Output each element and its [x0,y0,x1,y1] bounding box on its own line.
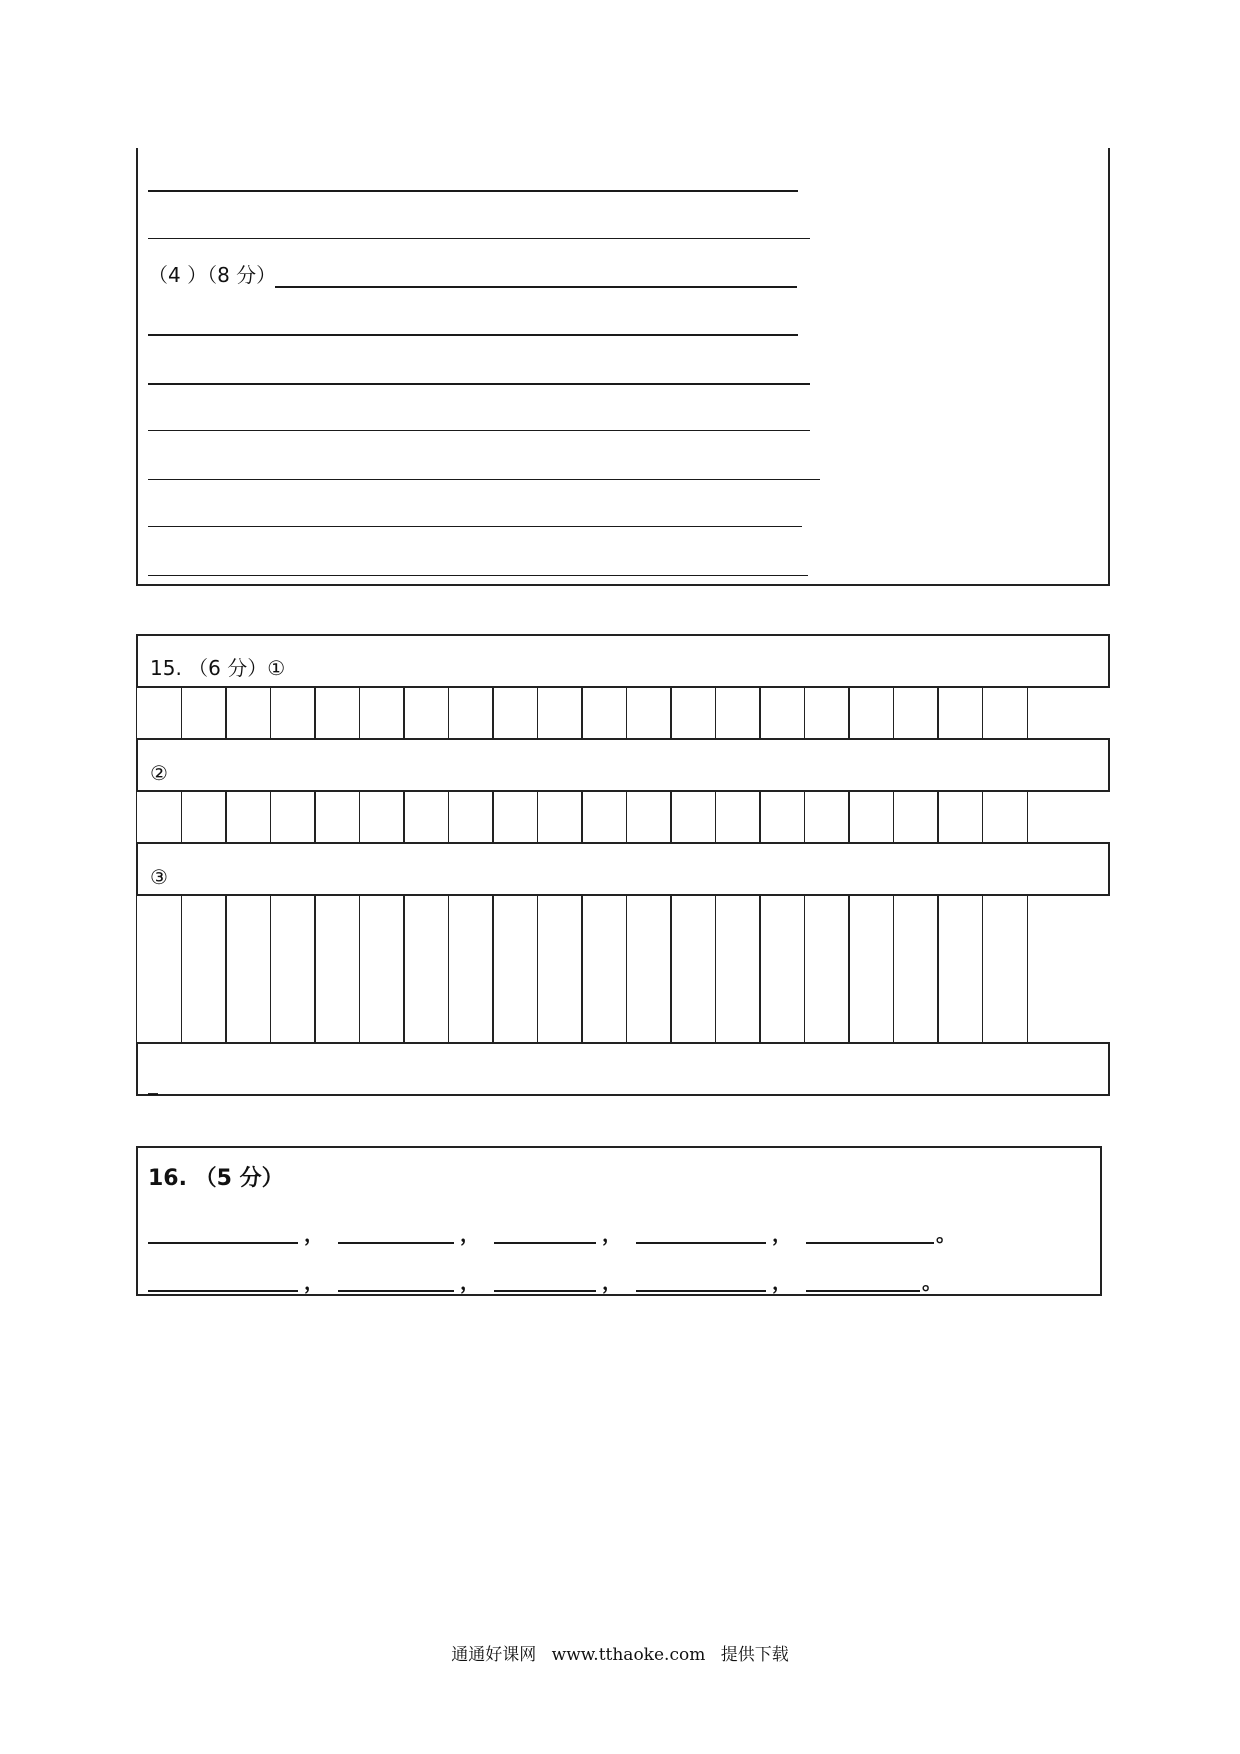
comma: ， [772,1222,792,1246]
comma: ， [602,1222,622,1246]
q14-answer-box [136,148,1110,586]
q15-sub3-label: ③ [150,865,168,889]
page-footer [0,1640,1240,1665]
q15-header: 15. （6 分）① [150,656,286,680]
q15-sub3-box [136,842,1110,896]
answer-line[interactable] [148,238,810,239]
grid-cell[interactable] [759,686,805,740]
grid-cell[interactable] [670,790,716,844]
grid-cell[interactable] [626,686,672,740]
footer-site-name: 通通好课网 [451,1645,537,1665]
fill-blank[interactable] [338,1222,454,1244]
footer-url[interactable]: www.tthaoke.com [551,1645,706,1665]
q15-trailing-mark: _ [148,1071,158,1095]
grid-cell[interactable] [715,686,761,740]
answer-line[interactable] [148,430,810,431]
comma: ， [304,1270,324,1294]
grid-cell[interactable] [448,790,494,844]
grid-cell[interactable] [982,686,1028,740]
fill-blank[interactable] [148,1270,298,1292]
fill-blank[interactable] [494,1222,596,1244]
grid-cell[interactable] [537,790,583,844]
comma: ， [602,1270,622,1294]
grid-cell[interactable] [270,686,316,740]
grid-cell[interactable] [982,790,1028,844]
period: 。 [936,1222,956,1246]
grid-cell[interactable] [359,686,405,740]
answer-line[interactable] [148,190,798,192]
grid-cell[interactable] [314,894,360,1044]
answer-line[interactable] [148,575,808,576]
answer-line[interactable] [148,479,820,480]
fill-blank[interactable] [494,1270,596,1292]
grid-cell[interactable] [537,894,583,1044]
grid-cell[interactable] [403,790,449,844]
grid-cell[interactable] [670,686,716,740]
fill-blank[interactable] [338,1270,454,1292]
comma: ， [460,1222,480,1246]
grid-cell[interactable] [937,894,983,1044]
grid-cell[interactable] [715,790,761,844]
grid-cell[interactable] [314,790,360,844]
grid-cell[interactable] [403,686,449,740]
grid-cell[interactable] [626,894,672,1044]
q16-header: 16. （5 分） [148,1166,284,1191]
answer-line[interactable] [275,286,797,288]
grid-cell[interactable] [537,686,583,740]
grid-cell[interactable] [937,790,983,844]
grid-cell[interactable] [314,686,360,740]
grid-cell[interactable] [893,894,939,1044]
grid-cell[interactable] [848,686,894,740]
grid-cell[interactable] [626,790,672,844]
grid-cell[interactable] [492,790,538,844]
fill-blank[interactable] [636,1270,766,1292]
grid-cell[interactable] [804,894,850,1044]
grid-cell[interactable] [403,894,449,1044]
grid-cell[interactable] [448,686,494,740]
grid-cell[interactable] [759,790,805,844]
grid-cell[interactable] [448,894,494,1044]
answer-line[interactable] [148,383,810,385]
q15-grid-1[interactable] [136,686,1028,740]
grid-cell[interactable] [270,894,316,1044]
grid-cell[interactable] [937,686,983,740]
grid-cell[interactable] [982,894,1028,1044]
grid-cell[interactable] [670,894,716,1044]
grid-cell[interactable] [804,790,850,844]
grid-cell[interactable] [848,894,894,1044]
period: 。 [922,1270,942,1294]
grid-cell[interactable] [225,686,271,740]
grid-cell[interactable] [492,894,538,1044]
fill-blank[interactable] [636,1222,766,1244]
q15-footer-box [136,1042,1110,1096]
q14-part4-label: （4 ）（8 分） [148,263,277,287]
comma: ， [460,1270,480,1294]
fill-blank[interactable] [806,1222,934,1244]
grid-cell[interactable] [136,790,182,844]
comma: ， [304,1222,324,1246]
grid-cell[interactable] [759,894,805,1044]
grid-cell[interactable] [893,686,939,740]
q16-blank-row-1 [148,1222,970,1244]
fill-blank[interactable] [148,1222,298,1244]
grid-cell[interactable] [136,894,182,1044]
grid-cell[interactable] [492,686,538,740]
grid-cell[interactable] [136,686,182,740]
grid-cell[interactable] [581,894,627,1044]
grid-cell[interactable] [225,790,271,844]
fill-blank[interactable] [806,1270,920,1292]
grid-cell[interactable] [181,686,227,740]
grid-cell[interactable] [225,894,271,1044]
grid-cell[interactable] [581,790,627,844]
grid-cell[interactable] [181,894,227,1044]
grid-cell[interactable] [359,790,405,844]
grid-cell[interactable] [181,790,227,844]
grid-cell[interactable] [804,686,850,740]
comma: ， [772,1270,792,1294]
answer-line[interactable] [148,526,802,527]
q16-blank-row-2 [148,1270,956,1292]
footer-provided: 提供下载 [720,1645,789,1665]
answer-line[interactable] [148,334,798,336]
q15-grid-3[interactable] [136,894,1028,1044]
grid-cell[interactable] [581,686,627,740]
grid-cell[interactable] [893,790,939,844]
grid-cell[interactable] [715,894,761,1044]
grid-cell[interactable] [848,790,894,844]
grid-cell[interactable] [359,894,405,1044]
q15-sub2-label: ② [150,761,168,785]
q15-grid-2[interactable] [136,790,1028,844]
q15-sub2-box [136,738,1110,792]
grid-cell[interactable] [270,790,316,844]
